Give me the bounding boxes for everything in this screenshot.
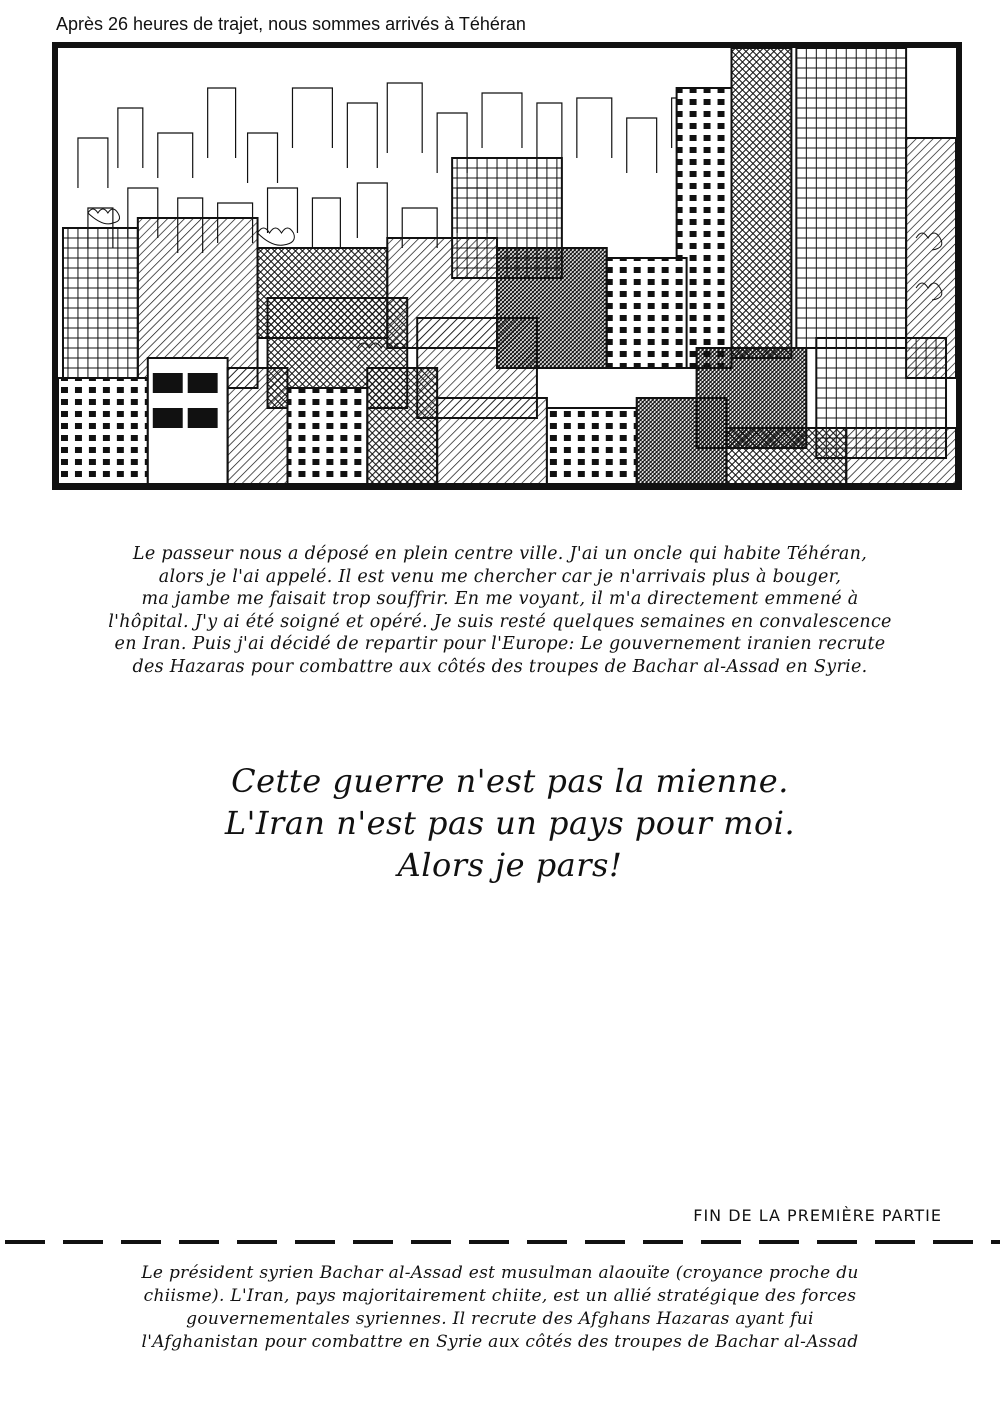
cityscape-drawing [58,48,956,484]
narrative-line: Le passeur nous a déposé en plein centre ville. J'ai un oncle qui habite Téhéran, [132,544,868,564]
quote-line: Cette guerre n'est pas la mienne. [231,762,789,800]
footnote-line: Le président syrien Bachar al-Assad est musulman alaouïte (croyance proche du [141,1263,859,1283]
narrative-line: l'hôpital. J'y ai été soigné et opéré. Je suis resté quelques semaines en convalescence [108,611,892,632]
cityscape-illustration-panel [52,42,962,490]
narrative-line: en Iran. Puis j'ai décidé de repartir pour l'Europe: Le gouvernement iranien recrute [114,634,886,654]
footnote-text [30,1262,970,1354]
narrative-line: des Hazaras pour combattre aux côtés des troupes de Bachar al-Assad en Syrie. [132,656,868,677]
end-of-part-label: FIN DE LA PREMIÈRE PARTIE [693,1206,942,1225]
dashed-separator [0,1236,1000,1248]
closing-quote [100,760,920,886]
quote-line: L'Iran n'est pas un pays pour moi. [224,804,796,842]
narrative-text [40,543,960,678]
narrative-line: alors je l'ai appelé. Il est venu me chercher car je n'arrivais plus à bouger, [158,566,842,587]
panel-caption: Après 26 heures de trajet, nous sommes arrivés à Téhéran [56,14,526,34]
footnote-line: chiisme). L'Iran, pays majoritairement chiite, est un allié stratégique des forces [143,1286,857,1306]
footnote-line: l'Afghanistan pour combattre en Syrie aux côtés des troupes de Bachar al-Assad [141,1332,859,1352]
quote-line: Alors je pars! [397,846,623,884]
footnote-line: gouvernementales syriennes. Il recrute des Afghans Hazaras ayant fui [186,1309,814,1329]
narrative-line: ma jambe me faisait trop souffrir. En me voyant, il m'a directement emmené à [141,589,859,609]
